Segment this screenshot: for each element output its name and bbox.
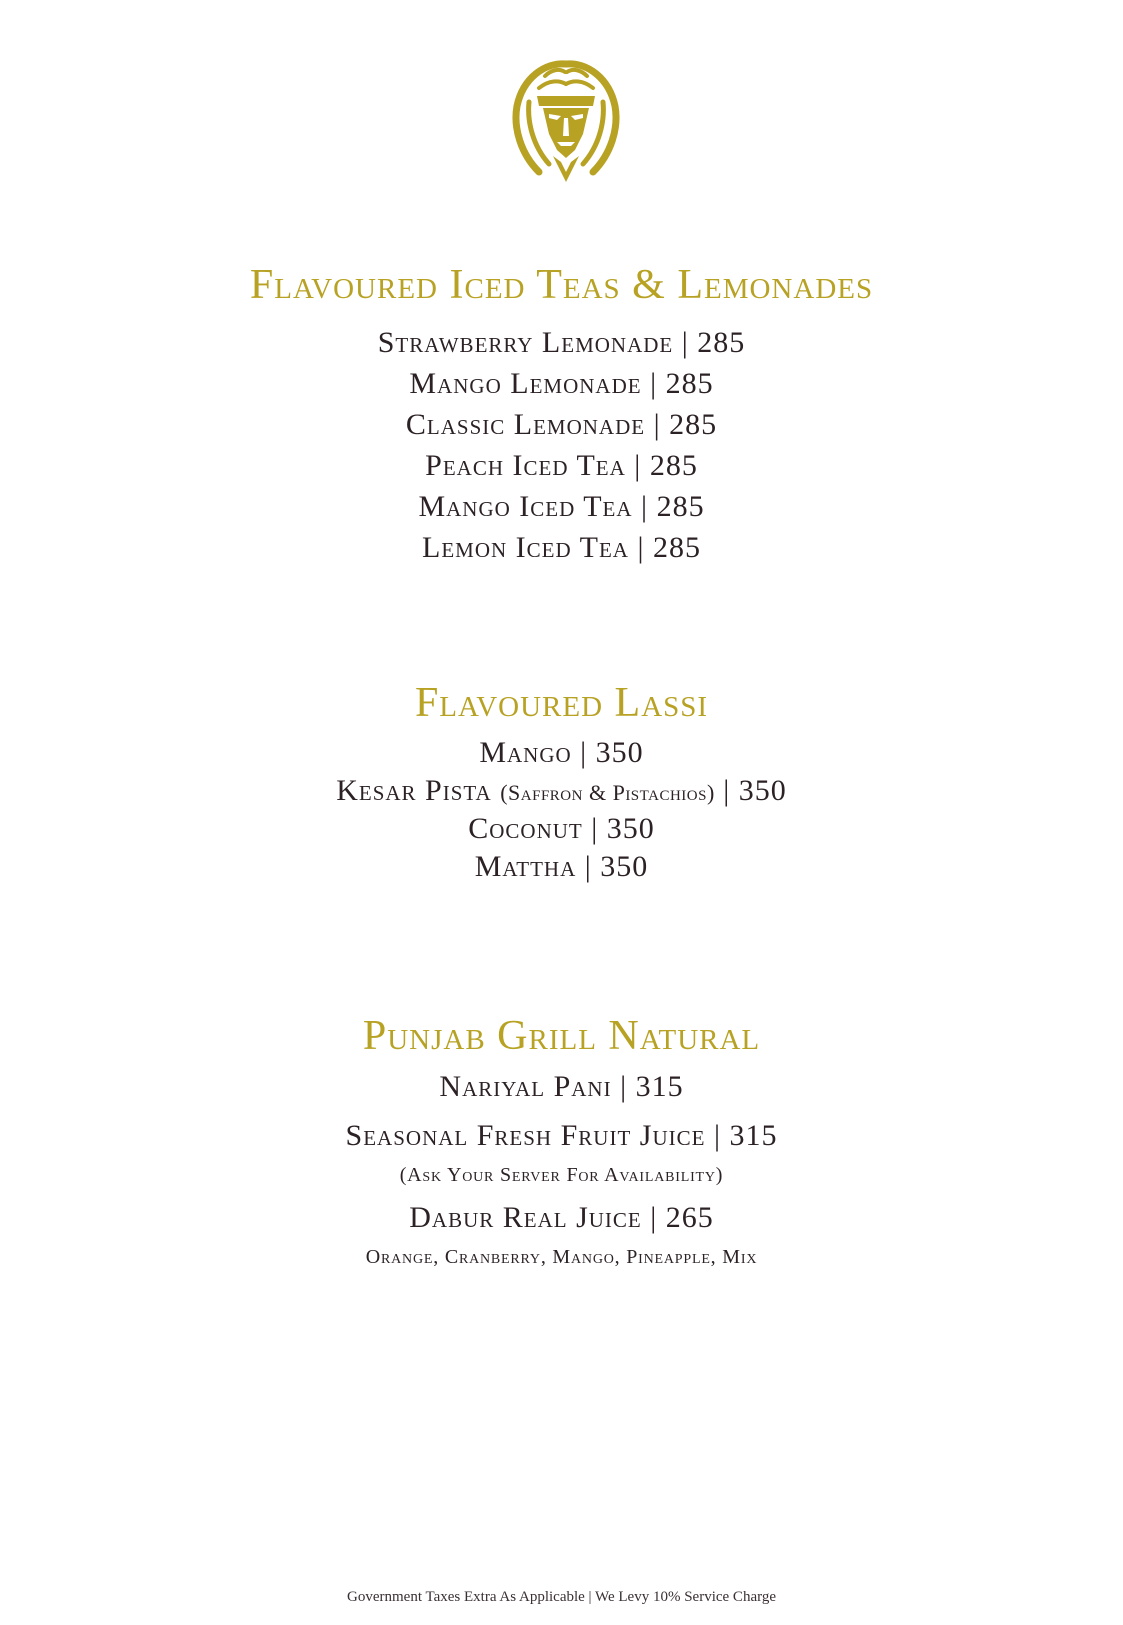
item-price: 350	[600, 850, 649, 883]
lion-head-logo-icon	[509, 58, 623, 188]
menu-item	[0, 1072, 1123, 1102]
item-price: 285	[669, 408, 718, 441]
separator: |	[580, 736, 588, 769]
item-name: Peach Iced Tea	[425, 449, 626, 482]
separator: |	[637, 531, 645, 564]
section-title: Flavoured Lassi	[414, 680, 709, 726]
section-title: Punjab Grill Natural	[362, 1013, 761, 1059]
menu-item	[0, 1121, 1123, 1151]
separator: |	[584, 850, 592, 883]
item-price: 315	[729, 1119, 778, 1152]
separator: |	[641, 490, 649, 523]
item-price: 285	[656, 490, 705, 523]
separator: |	[713, 1119, 721, 1152]
item-price: 350	[595, 736, 644, 769]
menu-item	[0, 451, 1123, 481]
separator: |	[591, 812, 599, 845]
menu-item	[0, 1203, 1123, 1233]
item-name: Seasonal Fresh Fruit Juice	[345, 1119, 706, 1152]
menu-item	[0, 852, 1123, 882]
item-name: Nariyal Pani	[439, 1070, 612, 1103]
item-price: 265	[665, 1201, 714, 1234]
item-name: Coconut	[468, 812, 583, 845]
item-price: 285	[652, 531, 701, 564]
item-subnote: (Ask Your Server For Availability)	[399, 1164, 724, 1186]
item-name: Mango Lemonade	[409, 367, 642, 400]
item-name: Mango	[479, 736, 572, 769]
menu-item	[0, 410, 1123, 440]
item-note: (Saffron & Pistachios)	[500, 780, 715, 805]
item-name: Classic Lemonade	[405, 408, 646, 441]
separator: |	[723, 774, 731, 807]
item-name: Kesar Pista	[336, 774, 492, 807]
separator: |	[681, 326, 689, 359]
menu-item	[0, 814, 1123, 844]
menu-item	[0, 533, 1123, 563]
item-name: Strawberry Lemonade	[377, 326, 674, 359]
item-subnote: Orange, Cranberry, Mango, Pineapple, Mix	[365, 1246, 758, 1268]
menu-item	[0, 776, 1123, 806]
section-iced-teas-lemonades	[0, 264, 1123, 563]
section-title: Flavoured Iced Teas & Lemonades	[249, 262, 874, 308]
item-price: 350	[606, 812, 655, 845]
menu-item	[0, 738, 1123, 768]
item-name: Lemon Iced Tea	[422, 531, 629, 564]
menu-item	[0, 369, 1123, 399]
section-flavoured-lassi	[0, 682, 1123, 882]
separator: |	[634, 449, 642, 482]
footer-note: Government Taxes Extra As Applicable | We Levy 10% Service Charge	[347, 1589, 776, 1605]
item-price: 285	[697, 326, 746, 359]
item-price: 350	[738, 774, 787, 807]
separator: |	[653, 408, 661, 441]
item-name: Dabur Real Juice	[409, 1201, 642, 1234]
menu-item	[0, 328, 1123, 358]
separator: |	[650, 1201, 658, 1234]
separator: |	[620, 1070, 628, 1103]
item-name: Mattha	[474, 850, 577, 883]
menu-item	[0, 492, 1123, 522]
item-price: 285	[649, 449, 698, 482]
item-name: Mango Iced Tea	[418, 490, 633, 523]
separator: |	[650, 367, 658, 400]
item-price: 285	[665, 367, 714, 400]
item-price: 315	[635, 1070, 684, 1103]
section-punjab-grill-natural	[0, 1015, 1123, 1267]
